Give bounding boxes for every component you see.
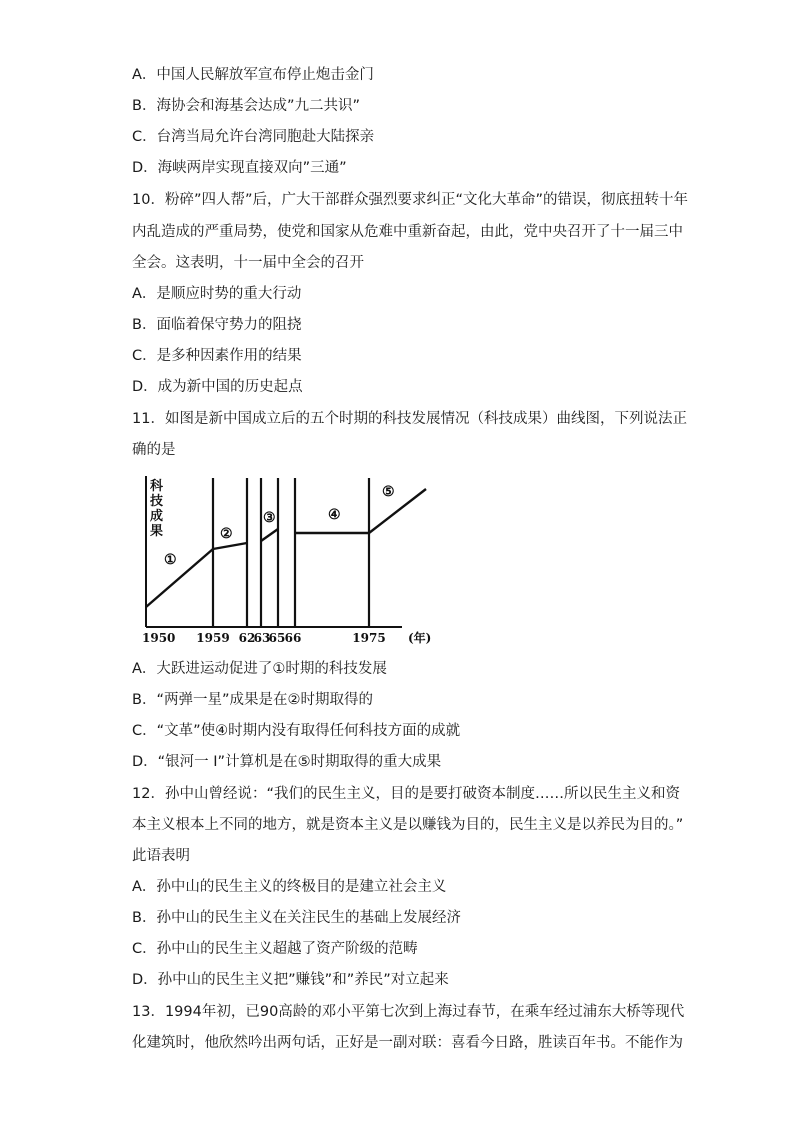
series-line-2 [213,543,247,549]
x-axis-label: (年) [408,631,432,645]
q10-option-b: B．面临着保守势力的阻挠 [132,317,302,333]
q10-option-a: A．是顺应时势的重大行动 [132,286,302,302]
q12-stem-line-1: 12．孙中山曾经说：“我们的民生主义，目的是要打破资本制度……所以民生主义和资 [132,786,680,802]
q11-stem-line-2: 确的是 [132,442,176,458]
q10-option-d: D．成为新中国的历史起点 [132,379,303,395]
x-tick-label: 63 [253,631,271,645]
q13-stem-line-1: 13．1994年初，已90高龄的邓小平第七次到上海过春节，在乘车经过浦东大桥等现代 [132,1004,685,1020]
period-label: ④ [328,507,341,523]
x-tick-label: 65 [268,631,286,645]
q10-option-c: C．是多种因素作用的结果 [132,348,302,364]
q10-stem-line-3: 全会。这表明，十一届中全会的召开 [132,255,364,271]
q9-option-d: D．海峡两岸实现直接双向”三通” [132,160,347,176]
x-tick-label: 1959 [196,631,230,645]
period-label: ② [220,526,233,542]
x-tick-label: 62 [238,631,256,645]
series-line-3 [261,529,278,541]
q12-option-b: B．孙中山的民生主义在关注民生的基础上发展经济 [132,910,461,926]
period-dividers [213,478,369,627]
chart-axes [146,476,402,627]
chart-labels [142,478,431,645]
x-tick-label: 1950 [142,631,176,645]
q9-option-c: C．台湾当局允许台湾同胞赴大陆探亲 [132,129,375,145]
science-achievement-chart [140,474,440,646]
period-label: ① [164,552,177,568]
q13-stem-line-2: 化建筑时，他欣然吟出两句话，正好是一副对联：喜看今日路，胜读百年书。不能作为 [132,1035,683,1051]
q9-option-a: A．中国人民解放军宣布停止炮击金门 [132,67,374,83]
q12-stem-line-3: 此语表明 [132,848,190,864]
q11-option-b: B．“两弹一星”成果是在②时期取得的 [132,692,373,708]
q12-stem-line-2: 本主义根本上不同的地方，就是资本主义是以赚钱为目的，民生主义是以养民为目的。” [132,817,684,833]
q11-option-d: D．“银河一 I”计算机是在⑤时期取得的重大成果 [132,754,442,770]
q12-option-c: C．孙中山的民生主义超越了资产阶级的范畴 [132,941,418,957]
y-axis-label-char: 科 [150,479,164,494]
period-label: ③ [263,510,276,526]
q11-option-a: A．大跃进运动促进了①时期的科技发展 [132,661,387,677]
x-tick-label: 1975 [352,631,386,645]
q11-option-c: C．“文革”使④时期内没有取得任何科技方面的成就 [132,723,461,739]
y-axis-label-char: 技 [150,494,164,509]
chart-series [146,489,426,607]
y-axis-label-char: 果 [150,524,164,539]
series-line-5 [369,489,426,533]
series-line-1 [146,549,213,607]
period-label: ⑤ [382,484,395,500]
q10-stem-line-1: 10．粉碎”四人帮”后，广大干部群众强烈要求纠正“文化大革命”的错误，彻底扭转十年 [132,192,688,208]
q12-option-a: A．孙中山的民生主义的终极目的是建立社会主义 [132,879,447,895]
q10-stem-line-2: 内乱造成的严重局势，使党和国家从危难中重新奋起，由此，党中央召开了十一届三中 [132,224,683,240]
q9-option-b: B．海协会和海基会达成”九二共识” [132,98,360,114]
y-axis-label-char: 成 [150,509,164,524]
x-tick-label: 66 [284,631,302,645]
q11-stem-line-1: 11．如图是新中国成立后的五个时期的科技发展情况（科技成果）曲线图，下列说法正 [132,411,687,427]
q12-option-d: D．孙中山的民生主义把”赚钱”和”养民”对立起来 [132,972,449,988]
